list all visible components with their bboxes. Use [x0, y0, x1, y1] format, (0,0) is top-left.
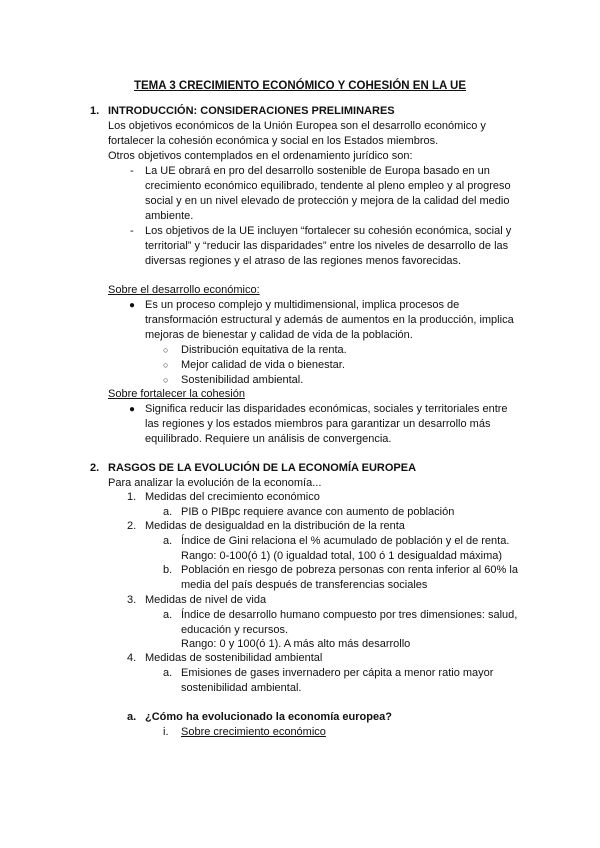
- circle-marker: ○: [163, 360, 169, 370]
- section-2-heading: RASGOS DE LA EVOLUCIÓN DE LA ECONOMÍA EUROPEA: [108, 462, 417, 474]
- circle-item: Sostenibilidad ambiental.: [181, 374, 304, 386]
- bullet-line: Significa reducir las disparidades económicas, sociales y territoriales entre: [145, 403, 508, 415]
- desarrollo-heading: Sobre el desarrollo económico:: [108, 284, 260, 296]
- bullet-line: las regiones y los estados miembros para garantizar un desarrollo más: [145, 418, 491, 430]
- dash-item-line: crecimiento económico equilibrado, tendente al pleno empleo y al progreso: [145, 180, 511, 192]
- sub-line: Índice de desarrollo humano compuesto por tres dimensiones: salud,: [181, 609, 518, 621]
- measure-label: Medidas del crecimiento económico: [145, 491, 320, 503]
- dash-item-line: diversas regiones y el atraso de las regiones menos favorecidas.: [145, 255, 462, 267]
- section-2-number: 2.: [90, 462, 100, 474]
- bullet-line: transformación estructural y además de aumentos en la producción, implica: [145, 314, 514, 326]
- sub-marker: b.: [163, 564, 173, 576]
- measure-number: 4.: [127, 652, 137, 664]
- circle-item: Mejor calidad de vida o bienestar.: [181, 359, 345, 371]
- sub-line: Rango: 0-100(ó 1) (0 igualdad total, 100 ó 1 desigualdad máxima): [181, 550, 503, 562]
- sub-line: media del país después de transferencias sociales: [181, 579, 428, 591]
- bullet-marker: ●: [129, 300, 136, 311]
- sub-line: Rango: 0 y 100(ó 1). A más alto más desarrollo: [181, 638, 411, 650]
- dash-marker: -: [130, 225, 134, 237]
- measure-label: Medidas de nivel de vida: [145, 594, 267, 606]
- measure-label: Medidas de sostenibilidad ambiental: [145, 652, 323, 664]
- bullet-line: equilibrado. Requiere un análisis de convergencia.: [145, 433, 392, 445]
- sub-line: Índice de Gini relaciona el % acumulado de población y el de renta.: [181, 535, 510, 547]
- measure-number: 1.: [127, 491, 137, 503]
- sub-line: PIB o PIBpc requiere avance con aumento de población: [181, 506, 455, 518]
- section-1-intro-line: fortalecer la cohesión económica y social en los Estados miembros.: [108, 135, 439, 147]
- measure-number: 3.: [127, 594, 137, 606]
- measure-number: 2.: [127, 520, 137, 532]
- dash-item-line: social y en un nivel elevado de protección y mejora de la calidad del medio: [145, 195, 510, 207]
- circle-item: Distribución equitativa de la renta.: [181, 344, 347, 356]
- dash-item-line: ambiente.: [145, 210, 194, 222]
- sub-marker: a.: [163, 506, 173, 518]
- circle-marker: ○: [163, 345, 169, 355]
- section-1-intro-line: Otros objetivos contemplados en el ordenamiento jurídico son:: [108, 150, 413, 162]
- page-title: TEMA 3 CRECIMIENTO ECONÓMICO Y COHESIÓN EN LA UE: [133, 80, 467, 92]
- sub-line: educación y recursos.: [181, 624, 288, 636]
- sub-line: Emisiones de gases invernadero per cápita a menor ratio mayor: [181, 667, 494, 679]
- dash-item-line: La UE obrará en pro del desarrollo sostenible de Europa basado en un: [145, 165, 490, 177]
- section-2-intro: Para analizar la evolución de la economía...: [108, 477, 322, 489]
- sub-marker: a.: [163, 609, 173, 621]
- dash-item-line: Los objetivos de la UE incluyen “fortalecer su cohesión económica, social y: [145, 225, 512, 237]
- question-marker: a.: [127, 711, 137, 723]
- section-1-heading: INTRODUCCIÓN: CONSIDERACIONES PRELIMINARES: [108, 105, 395, 117]
- roman-marker: i.: [163, 726, 169, 738]
- sub-marker: a.: [163, 535, 173, 547]
- question-heading: ¿Cómo ha evolucionado la economía europea?: [145, 711, 392, 723]
- sub-line: sostenibilidad ambiental.: [181, 682, 302, 694]
- dash-marker: -: [130, 165, 134, 177]
- bullet-marker: ●: [129, 404, 136, 415]
- measure-label: Medidas de desigualdad en la distribución de la renta: [145, 520, 405, 532]
- sub-marker: a.: [163, 667, 173, 679]
- bullet-line: mejoras de bienestar y calidad de vida de la población.: [145, 329, 413, 341]
- circle-marker: ○: [163, 375, 169, 385]
- section-1-intro-line: Los objetivos económicos de la Unión Europea son el desarrollo económico y: [108, 120, 486, 132]
- cohesion-heading: Sobre fortalecer la cohesión: [108, 388, 245, 400]
- bullet-line: Es un proceso complejo y multidimensional, implica procesos de: [145, 299, 460, 311]
- question-subheading: Sobre crecimiento económico: [181, 726, 326, 738]
- dash-item-line: territorial” y “reducir las disparidades” entre los niveles de desarrollo de las: [145, 240, 509, 252]
- sub-line: Población en riesgo de pobreza personas con renta inferior al 60% la: [181, 564, 518, 576]
- section-1-number: 1.: [90, 105, 100, 117]
